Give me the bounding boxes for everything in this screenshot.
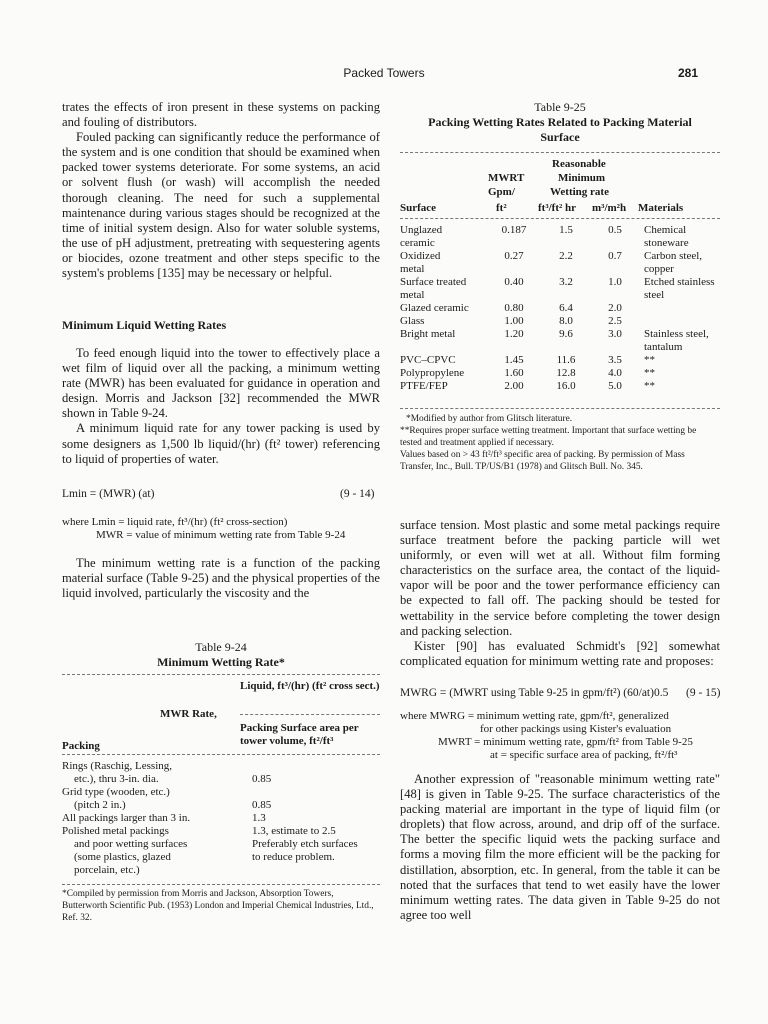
- mwrt-cell: [490, 263, 538, 276]
- surface-cell: Glass: [400, 315, 425, 327]
- mwrt-cell: 1.20: [504, 328, 524, 340]
- wetting-m-cell: 4.0: [608, 367, 622, 379]
- table-row: [400, 354, 720, 367]
- table-9-24-footnote: [62, 888, 380, 924]
- where-line: where Lmin = liquid rate, ft³/(hr) (ft² cross-section): [62, 516, 288, 528]
- paragraph: Fouled packing can significantly reduce the performance of the system and is one condition that should be examined when packed tower systems deteriorate. For some systems, an acid or solvent flush (or wash) will accomplish the needed thorough cleaning. The need for such a supplemental maintenance during various stages should be recognized at the time of initial system design. Also for water soluble systems, the use of pH adjustment, pretreating with sequestering agents or biocides, ozone treatment and other steps specific to the system's problems [135] may be necessary or helpful.: [62, 130, 380, 281]
- mwr-value-cell: [252, 864, 380, 877]
- where-line: where MWRG = minimum wetting rate, gpm/ft², generalized: [400, 710, 669, 722]
- packing-cell: Polished metal packings: [62, 825, 169, 837]
- mwr-value-cell: to reduce problem.: [252, 851, 335, 863]
- mwrt-cell: 0.40: [504, 276, 524, 288]
- table-row: [62, 851, 380, 864]
- materials-cell: copper: [644, 263, 674, 275]
- table-row: [62, 825, 380, 838]
- materials-cell: [636, 302, 720, 315]
- where-line: for other packings using Kister's evaluation: [480, 723, 672, 735]
- table-9-25-footnotes: [400, 413, 720, 473]
- wetting-ft-cell: 9.6: [559, 328, 573, 340]
- table-row: [400, 367, 720, 380]
- where-line: at = specific surface area of packing, ft²/ft³: [490, 749, 678, 761]
- mwrt-cell: 0.80: [504, 302, 524, 314]
- table-9-24-title-block: [62, 640, 380, 670]
- where-line: MWR = value of minimum wetting rate from Table 9-24: [96, 529, 346, 541]
- wetting-m-cell: 0.5: [608, 224, 622, 236]
- surface-cell: Surface treated: [400, 276, 467, 288]
- where-block: [400, 710, 693, 762]
- wetting-ft-cell: [538, 237, 594, 250]
- surface-cell: metal: [400, 263, 425, 275]
- wetting-m-cell: [594, 237, 636, 250]
- column-header-ft3: ft³/ft² hr: [538, 202, 577, 214]
- table-row: [62, 760, 380, 773]
- column-header-materials: Materials: [638, 202, 684, 214]
- left-column-bottom: [62, 556, 380, 601]
- wetting-m-cell: 3.5: [608, 354, 622, 366]
- where-line: MWRT = minimum wetting rate, gpm/ft² from Table 9-25: [438, 736, 693, 748]
- packing-cell: etc.), thru 3-in. dia.: [74, 773, 159, 785]
- surface-cell: [400, 341, 490, 354]
- equation-9-15: MWRG = (MWRT using Table 9-25 in gpm/ft²) (60/at)0.5: [400, 687, 669, 699]
- paragraph: The minimum wetting rate is a function of the packing material surface (Table 9-25) and the physical properties of the liquid involved, particularly the viscosity and the: [62, 556, 380, 601]
- wetting-m-cell: 1.0: [608, 276, 622, 288]
- column-header-gpm: Gpm/: [488, 186, 515, 198]
- table-row: [400, 224, 720, 237]
- footnote: **Requires proper surface wetting treatment. Important that surface wetting be tested and treatment applied if necessary.: [400, 426, 697, 448]
- paragraph: surface tension. Most plastic and some metal packings require surface treatment before the packing particle will wet uniformly, or even will wet at all. Without film forming characteristics on the surface area, the contact of the liquid-vapor will be poor and the tower performance efficiency can be expected to fall off. The packing should be tested for wettability in the service before completing the tower design and packing selection.: [400, 518, 720, 638]
- packing-cell: porcelain, etc.): [74, 864, 140, 876]
- mwrt-cell: 0.187: [501, 224, 527, 236]
- mwrt-cell: [490, 341, 538, 354]
- surface-cell: metal: [400, 289, 425, 301]
- table-row: [400, 341, 720, 354]
- wetting-m-cell: [594, 341, 636, 354]
- column-header-mwr: MWR Rate,: [160, 708, 217, 720]
- wetting-m-cell: [594, 263, 636, 276]
- footnote: *Modified by author from Glitsch literature.: [406, 414, 573, 424]
- right-column-bottom: [400, 772, 720, 923]
- left-column-mid: [62, 346, 380, 467]
- table-9-24: [62, 760, 380, 877]
- packing-cell: and poor wetting surfaces: [74, 838, 188, 850]
- page-number: 281: [677, 66, 698, 80]
- surface-cell: Polypropylene: [400, 367, 465, 379]
- table-row: [400, 328, 720, 341]
- mwr-value-cell: [252, 786, 380, 799]
- paragraph: Kister [90] has evaluated Schmidt's [92] somewhat complicated equation for minimum wetting rate and proposes:: [400, 638, 720, 668]
- surface-cell: Glazed ceramic: [400, 302, 469, 314]
- materials-cell: steel: [644, 289, 665, 301]
- column-header-m3: m³/m²h: [592, 202, 627, 214]
- materials-cell: **: [644, 354, 655, 366]
- packing-cell: Rings (Raschig, Lessing,: [62, 760, 172, 772]
- table-row: [400, 276, 720, 289]
- materials-cell: **: [644, 380, 655, 392]
- column-header-liquid: Liquid, ft³/(hr) (ft² cross sect.): [240, 680, 380, 692]
- table-row: [62, 773, 380, 786]
- table-row: [62, 812, 380, 825]
- footnote: *Compiled by permission from Morris and Jackson, Absorption Towers, Butterworth Scientific Pub. (1953) London and Imperial Chemical Industries, Ltd., Ref. 32.: [62, 889, 374, 923]
- paragraph: Another expression of "reasonable minimum wetting rate" [48] is given in Table 9-25. The surface characteristics of the packing material are important in the type of liquid film (or droplets) that flow across, around, and drip off of the surface. The better the specific liquid wets the packing surface and forms a moving film the more efficient will be the packing for distillation, absorption, etc. In general, from the table it can be noted that the surfaces that tend to wet easily have the lower minimum wetting rates. The data given in Table 9-25 do not agree too well: [400, 772, 720, 922]
- mwr-value-cell: 0.85: [252, 773, 272, 785]
- materials-cell: Carbon steel,: [644, 250, 703, 262]
- table-subtitle: Minimum Wetting Rate*: [157, 655, 285, 669]
- surface-cell: PVC–CPVC: [400, 354, 456, 366]
- surface-cell: Oxidized: [400, 250, 441, 262]
- table-title: Table 9-24: [195, 640, 247, 654]
- wetting-ft-cell: [538, 263, 594, 276]
- wetting-ft-cell: 6.4: [559, 302, 573, 314]
- equation-number: (9 - 14): [340, 488, 375, 500]
- column-header-mwrt: MWRT: [488, 172, 525, 184]
- column-header-minimum: Minimum: [558, 172, 606, 184]
- wetting-ft-cell: 1.5: [559, 224, 573, 236]
- column-header-surface: Surface: [400, 202, 437, 214]
- section-heading: Minimum Liquid Wetting Rates: [62, 318, 227, 332]
- table-rule: [62, 754, 380, 755]
- wetting-ft-cell: 3.2: [559, 276, 573, 288]
- left-column-top: [62, 100, 380, 281]
- right-column-top: [400, 518, 720, 669]
- materials-cell: stoneware: [644, 237, 689, 249]
- table-9-25-header: [400, 158, 720, 218]
- table-rule: [400, 152, 720, 153]
- paragraph: To feed enough liquid into the tower to effectively place a wet film of liquid over all the packing, a minimum wetting rate (MWR) has been evaluated for guidance in operation and design. Morris and Jackson [32] recommended the MWR shown in Table 9-24.: [62, 346, 380, 421]
- materials-cell: Etched stainless: [644, 276, 715, 288]
- mwr-value-cell: Preferably etch surfaces: [252, 838, 358, 850]
- column-header-wetting: Wetting rate: [550, 186, 609, 198]
- table-row: [400, 380, 720, 393]
- mwrt-cell: 1.45: [504, 354, 524, 366]
- wetting-m-cell: 3.0: [608, 328, 622, 340]
- materials-cell: Stainless steel,: [644, 328, 709, 340]
- mwrt-cell: [490, 237, 538, 250]
- materials-cell: tantalum: [644, 341, 683, 353]
- materials-cell: [636, 315, 720, 328]
- mwr-value-cell: 1.3: [252, 812, 266, 824]
- mwrt-cell: 1.00: [504, 315, 524, 327]
- mwr-value-cell: 0.85: [252, 799, 272, 811]
- column-header-ft2: ft²: [496, 202, 507, 214]
- wetting-ft-cell: 8.0: [559, 315, 573, 327]
- paragraph: trates the effects of iron present in these systems on packing and fouling of distributors.: [62, 100, 380, 130]
- table-rule: [400, 408, 720, 409]
- wetting-ft-cell: 11.6: [556, 354, 576, 366]
- surface-cell: Bright metal: [400, 328, 456, 340]
- surface-cell: PTFE/FEP: [400, 380, 448, 392]
- surface-cell: Unglazed: [400, 224, 443, 236]
- table-row: [400, 237, 720, 250]
- table-row: [62, 838, 380, 851]
- column-header-packing: Packing: [62, 740, 100, 752]
- table-row: [400, 302, 720, 315]
- table-row: [400, 263, 720, 276]
- packing-cell: Grid type (wooden, etc.): [62, 786, 170, 798]
- table-9-25: [400, 224, 720, 393]
- wetting-ft-cell: 12.8: [556, 367, 576, 379]
- table-row: [400, 250, 720, 263]
- equation-number: (9 - 15): [686, 687, 721, 699]
- surface-cell: ceramic: [400, 237, 435, 249]
- table-row: [400, 289, 720, 302]
- running-title: Packed Towers: [343, 66, 425, 80]
- table-rule: [240, 714, 380, 715]
- wetting-m-cell: [594, 289, 636, 302]
- packing-cell: (pitch 2 in.): [74, 799, 126, 811]
- footnote: Values based on > 43 ft²/ft³ specific area of packing. By permission of Mass Transfer, Inc., Bull. TP/US/B1 (1978) and Glitsch Bull. No. 345.: [400, 450, 685, 472]
- wetting-ft-cell: [538, 341, 594, 354]
- packing-cell: (some plastics, glazed: [74, 851, 171, 863]
- table-row: [400, 315, 720, 328]
- mwr-value-cell: [252, 760, 380, 773]
- table-title: Table 9-25: [534, 100, 586, 114]
- wetting-m-cell: 2.5: [608, 315, 622, 327]
- wetting-ft-cell: 16.0: [556, 380, 576, 392]
- table-rule: [62, 884, 380, 885]
- materials-cell: Chemical: [644, 224, 687, 236]
- column-header-reasonable: Reasonable: [552, 158, 606, 170]
- packing-cell: All packings larger than 3 in.: [62, 812, 191, 824]
- equation-9-14: Lmin = (MWR) (at): [62, 488, 155, 500]
- mwrt-cell: 2.00: [504, 380, 524, 392]
- paragraph: A minimum liquid rate for any tower packing is used by some designers as 1,500 lb liquid/(hr) (ft² tower) referencing to liquid of properties of water.: [62, 421, 380, 466]
- wetting-m-cell: 0.7: [608, 250, 622, 262]
- table-rule: [62, 674, 380, 675]
- mwrt-cell: 1.60: [504, 367, 524, 379]
- table-rule: [400, 218, 720, 219]
- wetting-ft-cell: 2.2: [559, 250, 573, 262]
- wetting-m-cell: 5.0: [608, 380, 622, 392]
- table-row: [62, 864, 380, 877]
- mwrt-cell: 0.27: [504, 250, 524, 262]
- wetting-ft-cell: [538, 289, 594, 302]
- mwrt-cell: [490, 289, 538, 302]
- table-row: [62, 799, 380, 812]
- column-header-area: Packing Surface area per tower volume, ft²/ft³: [240, 722, 359, 747]
- materials-cell: **: [644, 367, 655, 379]
- table-row: [62, 786, 380, 799]
- table-subtitle: Packing Wetting Rates Related to Packing Material Surface: [428, 115, 692, 144]
- table-9-25-title-block: [400, 100, 720, 145]
- mwr-value-cell: 1.3, estimate to 2.5: [252, 825, 336, 837]
- wetting-m-cell: 2.0: [608, 302, 622, 314]
